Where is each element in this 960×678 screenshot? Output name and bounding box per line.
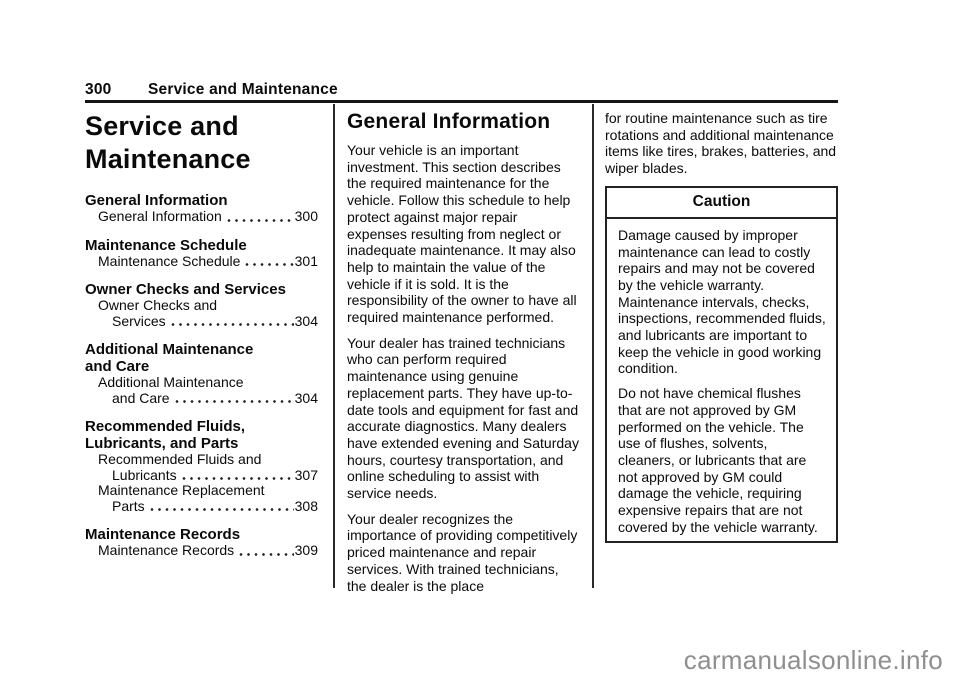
section-heading: General Information — [347, 110, 551, 133]
toc-entry-line — [85, 543, 318, 559]
toc-section-heading — [85, 192, 318, 209]
header-rule — [85, 100, 838, 103]
dot-leader — [171, 323, 294, 326]
paragraph: Your dealer has trained technicians who can perform required maintenance using genuine replacement parts. They have up-to-date tools and equipment for fast and accurate diagnostics. Many dealers have extended evening and Saturday hours, courtesy transportation, and online scheduling to assist with service needs. — [347, 334, 579, 502]
middle-column — [347, 110, 581, 594]
toc-heading-line: Maintenance Schedule — [85, 236, 247, 254]
left-column — [85, 110, 318, 571]
toc-entry-label: Parts — [112, 497, 145, 514]
toc-section-heading — [85, 237, 318, 254]
toc — [85, 192, 318, 559]
toc-entry-line — [85, 254, 318, 270]
toc-entry-label: Maintenance Replacement — [98, 482, 265, 498]
dot-leader — [227, 219, 294, 222]
toc-page-number: 308 — [294, 497, 318, 514]
middle-column-paragraphs — [347, 142, 581, 594]
toc-entry-label: Recommended Fluids and — [98, 451, 262, 467]
toc-section — [85, 526, 318, 559]
toc-heading-line: General Information — [85, 192, 228, 209]
toc-entry-line — [85, 391, 318, 407]
right-column — [605, 110, 838, 543]
toc-section-heading — [85, 526, 318, 543]
toc-entry-line — [85, 499, 318, 515]
toc-entry-label: Additional Maintenance — [98, 374, 244, 390]
toc-heading-line: Recommended Fluids, — [85, 418, 246, 435]
toc-heading-line: Owner Checks and Services — [85, 281, 286, 298]
toc-entry — [85, 209, 318, 225]
dot-leader — [182, 477, 294, 480]
watermark: carmanualsonline.info — [683, 645, 943, 675]
caution-box — [605, 186, 838, 544]
toc-entry-line — [85, 375, 318, 391]
toc-entry-label: Maintenance Schedule — [98, 252, 241, 269]
toc-page-number: 307 — [294, 466, 318, 483]
toc-page-number: 300 — [294, 208, 318, 224]
toc-page-number: 309 — [294, 542, 318, 558]
dot-leader — [175, 400, 294, 403]
toc-entry-label: General Information — [98, 208, 222, 224]
paragraph: Your dealer recognizes the importance of providing competitively priced maintenance and repair services. With trained technicians, the dealer is the place — [347, 510, 578, 594]
paragraph: Do not have chemical flushes that are not approved by GM performed on the vehicle. The use of flushes, solvents, cleaners, or lubricants that are not approved by GM could damage the vehicle, requiring expensive repairs that are not covered by the vehicle warranty. — [618, 385, 818, 535]
dot-leader — [245, 263, 293, 266]
toc-entry-label: Owner Checks and — [98, 297, 218, 313]
toc-entry — [85, 483, 318, 514]
toc-section-heading — [85, 281, 318, 298]
toc-entry-label: Lubricants — [112, 466, 177, 483]
caution-body — [607, 219, 836, 542]
paragraph: Damage caused by improper maintenance can lead to costly repairs and may not be covered by the vehicle warranty. Maintenance intervals, checks, inspections, recommended fluids, and lubricants are important to keep the vehicle in good working condition. — [618, 226, 826, 377]
continuation-paragraph: for routine maintenance such as tire rotations and additional maintenance items like tires, brakes, batteries, and wiper blades. — [605, 110, 837, 177]
chapter-title: Service and Maintenance — [85, 111, 251, 174]
toc-entry — [85, 375, 318, 406]
toc-entry-label: Services — [112, 312, 166, 329]
toc-entry-line — [85, 209, 318, 225]
toc-entry-line — [85, 452, 318, 468]
toc-section — [85, 281, 318, 329]
toc-section — [85, 341, 318, 406]
toc-page-number: 301 — [294, 252, 318, 269]
toc-section-heading — [85, 341, 318, 375]
paragraph: Your vehicle is an important investment. This section describes the required maintenance for the vehicle. Follow this schedule to help protect against major repair expenses resulting from neglect or inadequate maintenance. It may also help to maintain the value of the vehicle if it is sold. It is the responsibility of the owner to have all required maintenance performed. — [347, 142, 577, 326]
toc-entry — [85, 254, 318, 270]
page-number: 300 — [85, 81, 112, 98]
toc-entry-line — [85, 468, 318, 484]
caution-title: Caution — [607, 188, 836, 219]
toc-entry — [85, 452, 318, 483]
toc-entry — [85, 298, 318, 329]
toc-page-number: 304 — [294, 389, 318, 406]
toc-entry-label: and Care — [112, 389, 170, 406]
toc-heading-line: Additional Maintenance — [85, 341, 254, 358]
toc-section — [85, 192, 318, 225]
toc-entry-line — [85, 298, 318, 314]
dot-leader — [239, 553, 293, 556]
toc-entry — [85, 543, 318, 559]
toc-page-number: 304 — [294, 312, 318, 329]
running-header — [85, 81, 338, 99]
toc-entry-label: Maintenance Records — [98, 542, 235, 558]
toc-entry-line — [85, 483, 318, 499]
running-header-title: Service and Maintenance — [148, 81, 338, 98]
toc-heading-line: Lubricants, and Parts — [85, 435, 239, 452]
toc-section-heading — [85, 418, 318, 452]
toc-heading-line: Maintenance Records — [85, 526, 241, 543]
toc-section — [85, 237, 318, 270]
column-divider-right — [592, 104, 594, 588]
toc-heading-line: and Care — [85, 358, 150, 375]
toc-entry-line — [85, 314, 318, 330]
toc-section — [85, 418, 318, 514]
column-divider-left — [333, 104, 335, 588]
dot-leader — [150, 508, 294, 511]
